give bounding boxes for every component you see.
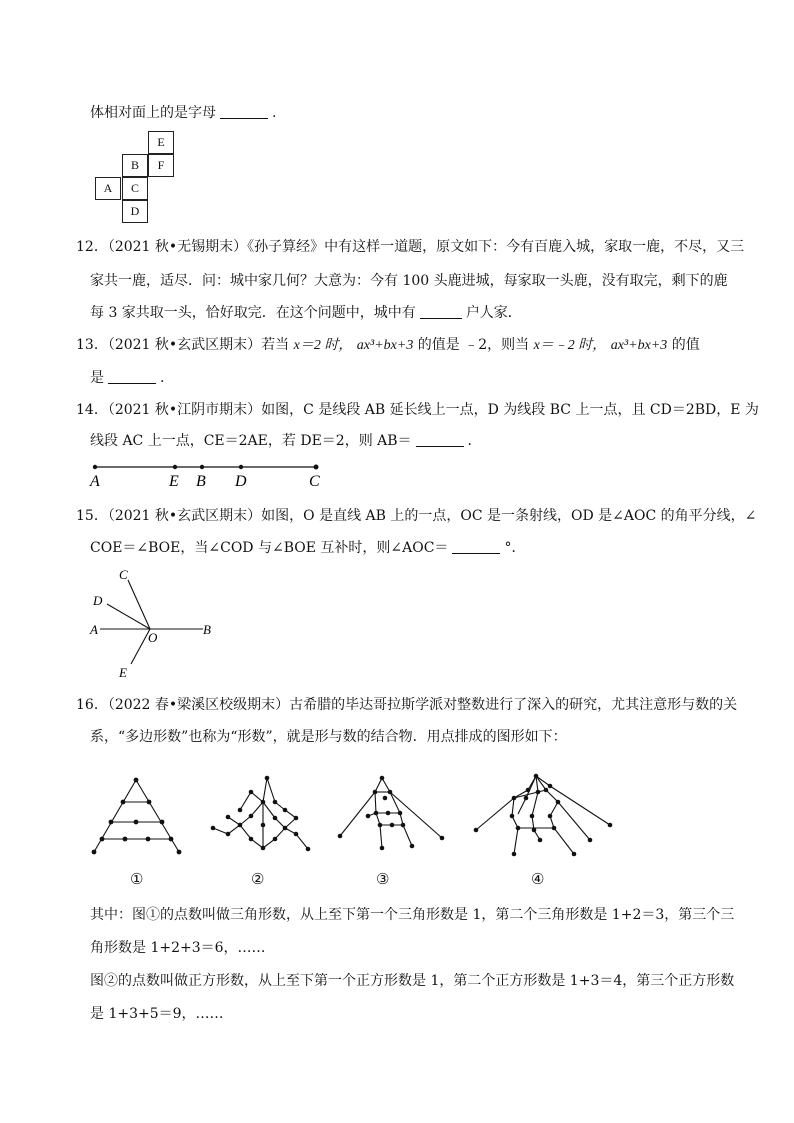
answer-blank (420, 304, 462, 319)
triangle-numbers-figure (88, 770, 188, 860)
q12-line-3: 每 3 家共取一头，恰好取完．在这个问题中，城中有 户人家． (90, 305, 522, 321)
label-b: B (203, 622, 211, 637)
q16-para-4: 是 1+3+5＝9，…… (90, 1006, 224, 1022)
label-c: C (309, 473, 320, 490)
ray-oc (128, 580, 150, 629)
q14-line-2: 线段 AC 上一点，CE＝2AE，若 DE＝2，则 AB＝ ． (90, 433, 482, 449)
pentagon-numbers-figure (330, 770, 450, 860)
answer-blank (108, 369, 156, 384)
label-e: E (119, 665, 127, 680)
q16-line-1: 16．（2022 春•梁溪区校级期末）古希腊的毕达哥拉斯学派对整数进行了深入的研究，尤其注意形与数的关 (76, 697, 738, 713)
ray-od (107, 604, 150, 629)
q13-line-1: 13．（2021 秋•玄武区期末）若当 x＝2 时， ax³+bx+3 的值是 ﹣2，则当 x＝﹣2 时， ax³+bx+3 的值 (76, 337, 700, 353)
hexagon-numbers-figure (470, 768, 620, 860)
q14-line-1: 14．（2021 秋•江阴市期末）如图，C 是线段 AB 延长线上一点，D 为线段 BC 上一点，且 CD＝2BD，E 为 (76, 402, 759, 418)
q16-para-3: 图②的点数叫做正方形数，从上至下第一个正方形数是 1，第二个正方形数是 1+3＝4，第三个正方形数 (90, 973, 735, 989)
answer-blank (220, 104, 268, 119)
q15-line-1: 15．（2021 秋•玄武区期末）如图，O 是直线 AB 上的一点，OC 是一条射线，OD 是∠AOC 的角平分线，∠ (76, 508, 757, 524)
figure-caption-1: ① (130, 870, 144, 888)
q16-para-1: 其中：图①的点数叫做三角形数，从上至下第一个三角形数是 1，第二个三角形数是 1+2＝3，第三个三 (90, 907, 735, 923)
figure-caption-4: ④ (531, 870, 545, 888)
answer-blank (452, 539, 500, 554)
net-cell-a: A (95, 177, 121, 200)
point-c (314, 465, 319, 470)
label-b: B (196, 473, 206, 490)
q12-line-2: 家共一鹿，适尽．问：城中家几何？大意为：今有 100 头鹿进城，每家取一头鹿，没有取完，剩下的鹿 (90, 273, 728, 289)
point-b (200, 465, 204, 469)
net-cell-f: F (148, 154, 174, 177)
label-d: D (93, 593, 103, 608)
segment-figure (80, 455, 340, 491)
net-cell-b: B (122, 154, 148, 177)
label-c: C (119, 567, 128, 582)
q15-line-2: COE＝∠BOE，当∠COD 与∠BOE 互补时，则∠AOC＝ °． (90, 540, 526, 556)
figure-caption-2: ② (251, 870, 265, 888)
label-a: A (90, 622, 98, 637)
point-e (173, 465, 177, 469)
label-d: D (235, 473, 247, 490)
q16-para-2: 角形数是 1+2+3＝6，…… (90, 940, 266, 956)
label-a: A (90, 473, 100, 490)
label-o: O (148, 630, 158, 645)
figure-caption-3: ③ (376, 870, 390, 888)
net-cell-e: E (148, 131, 174, 154)
point-a (93, 465, 97, 469)
q16-line-2: 系，“多边形数”也称为“形数”，就是形与数的结合物．用点排成的图形如下： (90, 729, 567, 745)
q13-line-2: 是 . (90, 370, 165, 386)
q12-line-1: 12．（2021 秋•无锡期末）《孙子算经》中有这样一道题，原文如下：今有百鹿入城，家取一鹿，不尽，又三 (76, 239, 745, 255)
angle-figure (85, 565, 225, 680)
label-e: E (169, 473, 179, 490)
net-cell-c: C (122, 177, 148, 200)
square-numbers-figure (205, 770, 315, 860)
net-cell-d: D (122, 200, 148, 223)
answer-blank (416, 432, 464, 447)
q11-tail: 体相对面上的是字母 . (90, 105, 277, 121)
point-d (239, 465, 243, 469)
